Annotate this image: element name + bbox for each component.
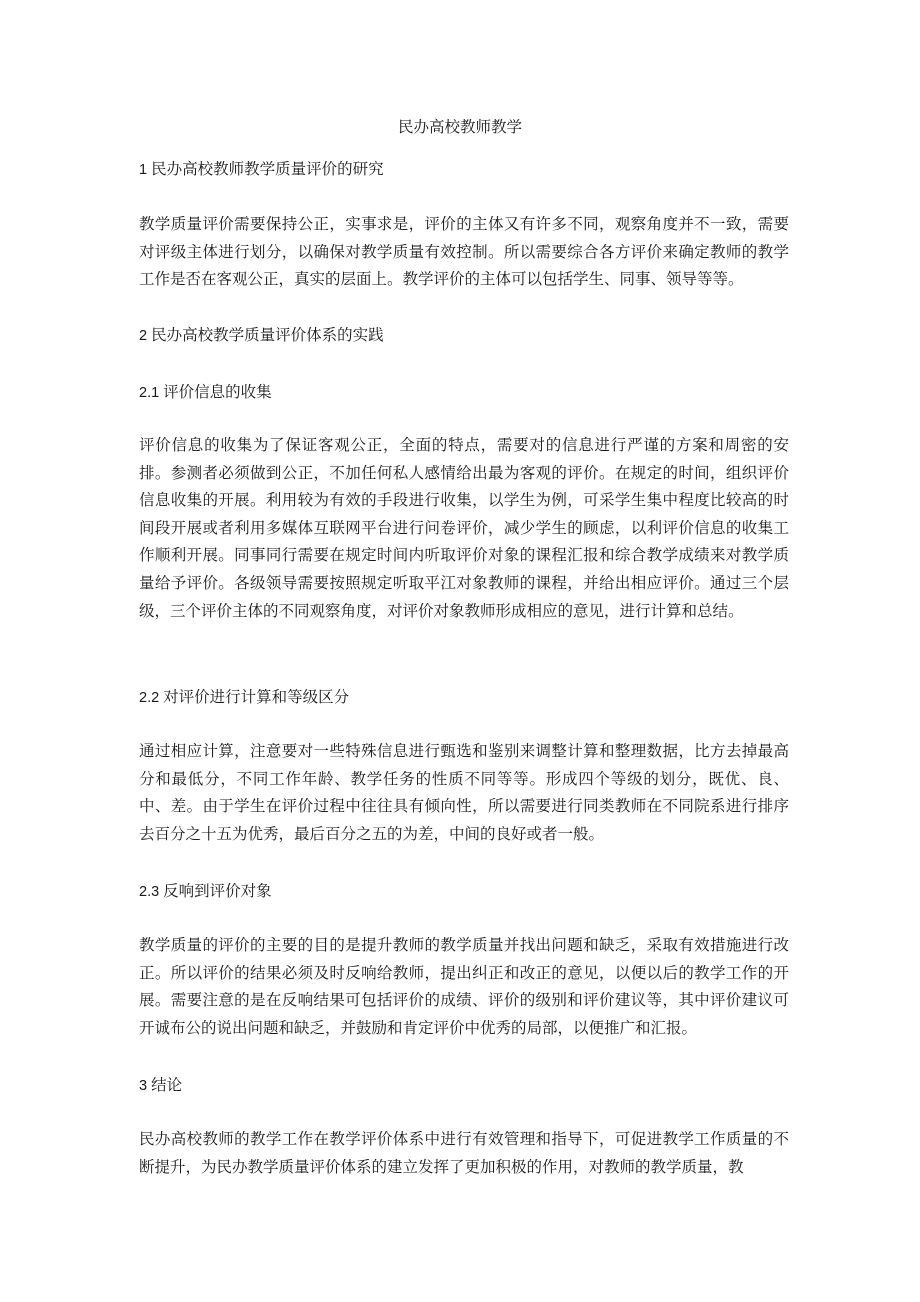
section-heading-2-1 bbox=[139, 381, 789, 404]
section-paragraph-1: 教学质量评价需要保持公正，实事求是，评价的主体又有许多不同，观察角度并不一致，需要对评级主体进行划分，以确保对教学质量有效控制。所以需要综合各方评价来确定教师的教学工作是否在客观公正，真实的层面上。教学评价的主体可以包括学生、同事、领导等等。 bbox=[139, 215, 789, 289]
section-heading-2-2 bbox=[139, 686, 789, 709]
section-title: 反响到评价对象 bbox=[163, 882, 272, 900]
section-title: 民办高校教师教学质量评价的研究 bbox=[151, 160, 384, 178]
section-heading-3 bbox=[139, 1074, 789, 1097]
section-paragraph-2-1: 评价信息的收集为了保证客观公正，全面的特点，需要对的信息进行严谨的方案和周密的安排。参测者必须做到公正，不加任何私人感情给出最为客观的评价。在规定的时间，组织评价信息收集的开展。利用较为有效的手段进行收集，以学生为例，可采学生集中程度比较高的时间段开展或者利用多媒体互联网平台进行问卷评价，减少学生的顾虑，以利评价信息的收集工作顺利开展。同事同行需要在规定时间内听取评价对象的课程汇报和综合教学成绩来对教学质量给予评价。各级领导需要按照规定听取平江对象教师的课程，并给出相应评价。通过三个层级，三个评价主体的不同观察角度，对评价对象教师形成相应的意见，进行计算和总结。 bbox=[139, 436, 789, 620]
section-title: 评价信息的收集 bbox=[163, 383, 272, 401]
section-title: 结论 bbox=[151, 1076, 183, 1094]
section-number: 2.2 bbox=[139, 690, 160, 706]
section-title: 对评价进行计算和等级区分 bbox=[163, 688, 350, 706]
section-paragraph-2-3: 教学质量的评价的主要的目的是提升教师的教学质量并找出问题和缺乏，采取有效措施进行改正。所以评价的结果必须及时反响给教师，提出纠正和改正的意见，以便以后的教学工作的开展。需要注意的是在反响结果可包括评价的成绩、评价的级别和评价建议等，其中评价建议可开诚布公的说出问题和缺乏，并鼓励和肯定评价中优秀的局部，以便推广和汇报。 bbox=[139, 936, 789, 1037]
section-title: 民办高校教学质量评价体系的实践 bbox=[151, 326, 384, 344]
section-number: 3 bbox=[139, 1078, 148, 1094]
section-number: 2.1 bbox=[139, 385, 160, 401]
section-paragraph-2-2: 通过相应计算，注意要对一些特殊信息进行甄选和鉴别来调整计算和整理数据，比方去掉最高分和最低分，不同工作年龄、教学任务的性质不同等等。形成四个等级的划分，既优、良、中、差。由于学生在评价过程中往往具有倾向性，所以需要进行同类教师在不同院系进行排序去百分之十五为优秀，最后百分之五的为差，中间的良好或者一般。 bbox=[139, 742, 789, 843]
section-heading-2-3 bbox=[139, 880, 789, 903]
section-paragraph-3: 民办高校教师的教学工作在教学评价体系中进行有效管理和指导下，可促进教学工作质量的不断提升，为民办教学质量评价体系的建立发挥了更加积极的作用，对教师的教学质量，教 bbox=[139, 1130, 789, 1176]
section-number: 2 bbox=[139, 328, 148, 344]
section-heading-1 bbox=[139, 158, 789, 181]
section-heading-2 bbox=[139, 324, 789, 347]
section-number: 2.3 bbox=[139, 884, 160, 900]
section-number: 1 bbox=[139, 162, 148, 178]
document-title: 民办高校教师教学 bbox=[397, 118, 522, 136]
